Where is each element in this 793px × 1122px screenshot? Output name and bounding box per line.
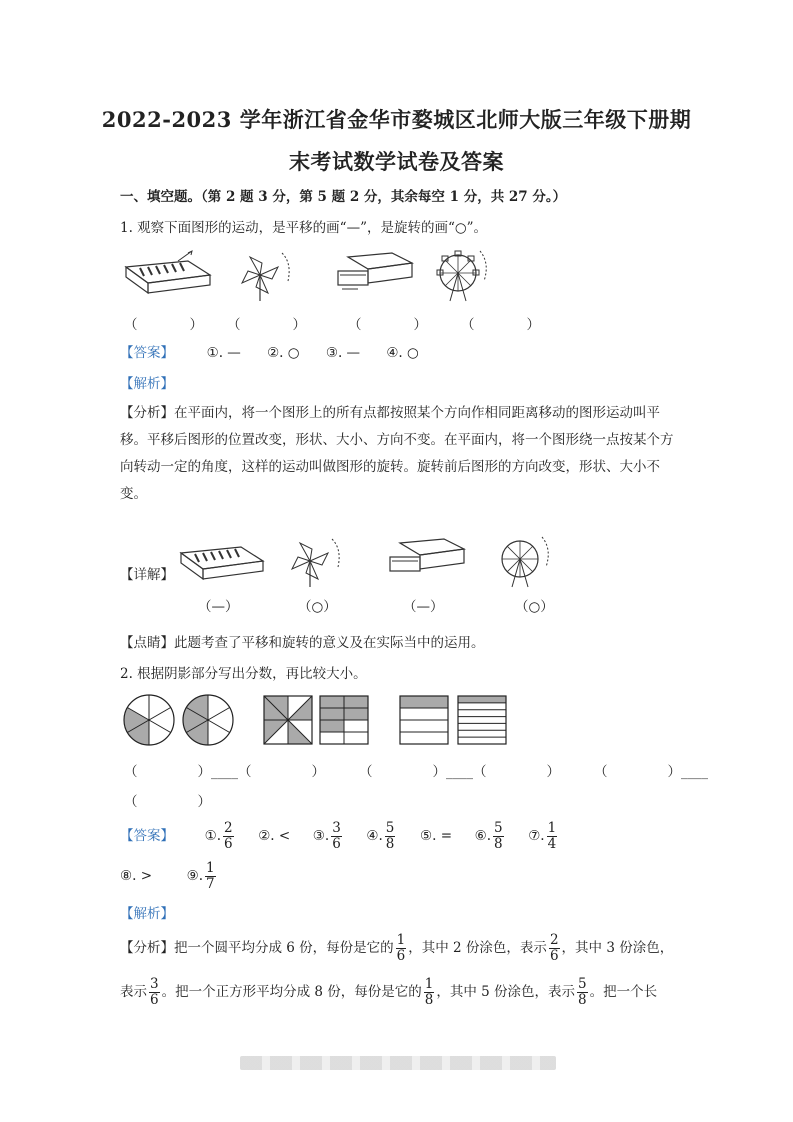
compare-blank: ____ [681, 764, 708, 780]
detail-mark: （—） [403, 599, 444, 615]
q2-figures [118, 692, 518, 748]
q2-blank-last: （ ） [124, 794, 211, 810]
answer-item: ①. — [206, 345, 241, 361]
circle-fraction-icon [183, 695, 233, 745]
q2-blanks-row: （ ）____（ ） （ ）____（ ） （ ）____ [124, 764, 708, 780]
blurred-footer-watermark [240, 1056, 556, 1070]
q1-blank-close: ） [292, 317, 306, 333]
ferris-wheel-icon [437, 251, 486, 301]
detail-mark: （○） [298, 599, 337, 615]
q1-dianjing: 【点睛】此题考查了平移和旋转的意义及在实际当中的运用。 [120, 635, 485, 651]
compare-blank: ____ [211, 764, 238, 780]
q1-figures [118, 245, 538, 307]
q2-analysis-line2: 表示 $\frac{3}{6}$ 。把一个正方形平均分成 8 份，每份是它的 $\frac{1}{8}$ ，其中 5 份涂色，表示 $\frac{5}{8}$ 。把一个长 [120, 976, 658, 1008]
q1-blank-close: ） [413, 317, 427, 333]
drawer-icon [390, 539, 464, 571]
analysis-label: 【解析】 [120, 906, 174, 922]
stripes-fraction-icon [458, 696, 506, 744]
q1-blank-open: （ [348, 317, 362, 333]
doc-title-line2: 末考试数学试卷及答案 [289, 149, 504, 174]
q2-answer-row: 【答案】 ①. $\frac{2}{6}$ ②. < ③. $\frac{3}{6}$ ④. $\frac{5}{8}$ ⑤. = ⑥. $\frac{5}{8}$ ⑦. $\frac{1}{4}$ [120, 820, 557, 852]
q1-blank-close: ） [526, 317, 540, 333]
compare-blank: ____ [446, 764, 473, 780]
q1-detail-figures [175, 533, 575, 591]
question-1-text: 1. 观察下面图形的运动，是平移的画“—”，是旋转的画“○”。 [120, 220, 488, 236]
q1-blank-open: （ [124, 317, 138, 333]
abacus-icon [181, 547, 263, 579]
answer-label: 【答案】 [120, 345, 174, 361]
circle-fraction-icon [124, 695, 174, 745]
answer-item: ③. — [325, 345, 361, 361]
q2-analysis-line1: 【分析】把一个圆平均分成 6 份，每份是它的 $\frac{1}{6}$ ，其中 2 份涂色，表示 $\frac{2}{6}$ ，其中 3 份涂色， [120, 932, 674, 964]
stripes-fraction-icon [400, 696, 448, 744]
answer-item: ④. ○ [386, 345, 419, 361]
answer-item: ②. ○ [267, 345, 300, 361]
answer-label: 【答案】 [120, 828, 174, 844]
q1-blank-open: （ [461, 317, 475, 333]
section-heading: 一、填空题。（第 2 题 3 分，第 5 题 2 分，其余每空 1 分，共 27 分。） [120, 189, 567, 205]
drawer-icon [338, 253, 412, 289]
abacus-icon [126, 251, 210, 293]
pinwheel-icon [292, 539, 339, 587]
question-2-text: 2. 根据阴影部分写出分数，再比较大小。 [120, 666, 367, 682]
q1-analysis-text: 【分析】在平面内，将一个图形上的所有点都按照某个方向作相同距离移动的图形运动叫平移。平移后图形的位置改变，形状、大小、方向不变。在平面内，将一个图形绕一点按某个方向转动一定的角度，这样的运动叫做图形的旋转。旋转前后图形的方向改变，形状、大小不变。 [120, 405, 674, 502]
detail-label: 【详解】 [120, 567, 174, 583]
q1-blank-close: ） [189, 317, 203, 333]
rect-grid-fraction-icon [320, 696, 368, 744]
ferris-wheel-icon [502, 537, 548, 587]
q2-answer-row-2: ⑧. > ⑨. $\frac{1}{7}$ [120, 860, 215, 892]
q1-answer-row [120, 343, 441, 363]
pinwheel-icon [242, 253, 289, 301]
analysis-label: 【解析】 [120, 376, 174, 392]
detail-mark: （○） [515, 599, 554, 615]
doc-title-line1: 2022-2023 学年浙江省金华市婺城区北师大版三年级下册期 [101, 107, 692, 132]
square-fraction-icon [264, 696, 312, 744]
q1-blank-open: （ [227, 317, 241, 333]
detail-mark: （—） [198, 599, 239, 615]
